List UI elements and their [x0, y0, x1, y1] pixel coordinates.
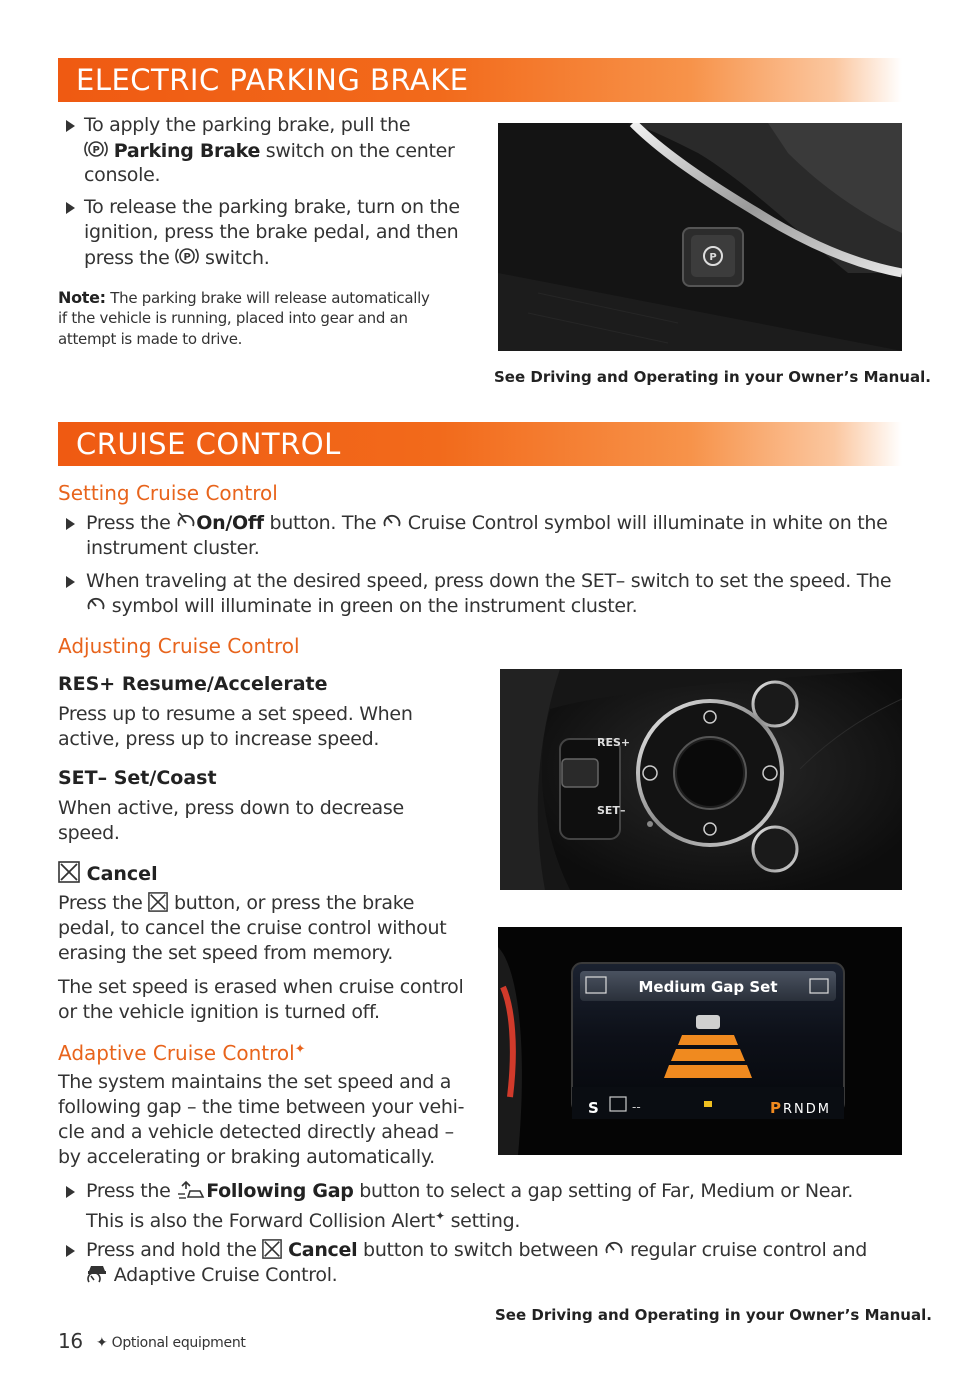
bullet-arrow-icon — [66, 202, 75, 214]
ebrake-bullet-1-line-1: To apply the parking brake, pull the — [84, 114, 411, 136]
adaptive-cruise-control-title: Adaptive Cruise Control — [58, 1041, 295, 1065]
setting-bullet-1-line-2: instrument cluster. — [86, 537, 260, 559]
following-gap-text-b: button to select a gap setting of Far, Medium or Near. — [353, 1180, 853, 1202]
optional-star: ✦ — [96, 1335, 108, 1351]
following-gap-bullet-line-2 — [86, 1204, 520, 1234]
set-text-line-1: When active, press down to decrease — [58, 797, 404, 819]
cancel-hold-bullet-line-1 — [86, 1238, 867, 1263]
cluster-gear-p: P — [770, 1099, 781, 1117]
cancel-hold-text-c: regular cruise control and — [624, 1239, 868, 1261]
cancel-text-line-1 — [58, 891, 414, 916]
cancel-hold-text-a: Press and hold the — [86, 1239, 263, 1261]
section-banner-electric-parking-brake — [58, 58, 902, 102]
cancel-icon — [148, 892, 168, 912]
cruise-control-icon — [604, 1239, 624, 1259]
cancel-icon — [262, 1239, 282, 1259]
cluster-gear-rest: RNDM — [783, 1102, 831, 1117]
acc-text-line-3: cle and a vehicle detected directly ahead – — [58, 1121, 454, 1143]
setting-bullet-1-line-1 — [86, 511, 888, 536]
see-owners-manual-cruise: See Driving and Operating in your Owner’s Manual. — [495, 1306, 932, 1324]
ebrake-note-line-3: attempt is made to drive. — [58, 330, 243, 348]
adaptive-cruise-control-heading — [58, 1041, 306, 1065]
ebrake-bullet-1-text: switch on the center — [260, 140, 455, 162]
cruise-control-icon — [176, 512, 196, 532]
optional-star: ✦ — [435, 1209, 445, 1223]
set-heading: SET– Set/Coast — [58, 767, 217, 789]
erase-text-line-2: or the vehicle ignition is turned off. — [58, 1001, 380, 1023]
ebrake-note-line-2: if the vehicle is running, placed into gear and an — [58, 309, 408, 327]
setting-bullet-1-text-a: Press the — [86, 512, 177, 534]
following-gap-text-a: Press the — [86, 1180, 177, 1202]
acc-text-line-2: following gap – the time between your vehi- — [58, 1096, 465, 1118]
parking-brake-icon — [175, 245, 199, 267]
acc-text-line-4: by accelerating or braking automatically. — [58, 1146, 435, 1168]
setting-bullet-1-text-c: Cruise Control symbol will illuminate in white on the — [402, 512, 888, 534]
ebrake-bullet-2-text-a: press the — [84, 247, 176, 269]
cluster-dashes: -- — [632, 1100, 641, 1114]
optional-star: ✦ — [294, 1042, 306, 1057]
ebrake-bullet-1-line-2 — [84, 138, 455, 164]
note-text-a: The parking brake will release automatically — [105, 289, 430, 307]
see-owners-manual-ebrake: See Driving and Operating in your Owner’s Manual. — [494, 368, 931, 386]
bullet-arrow-icon — [66, 518, 75, 530]
parking-brake-label: Parking Brake — [113, 140, 261, 162]
cluster-title: Medium Gap Set — [638, 978, 778, 996]
cancel-heading-text: Cancel — [86, 863, 158, 885]
cluster-gear-left: S — [588, 1099, 599, 1117]
ebrake-bullet-2-line-3 — [84, 245, 270, 271]
steering-wheel-controls-photo — [500, 669, 902, 890]
svg-text:P: P — [183, 252, 191, 263]
following-gap-bullet-line-1 — [86, 1179, 853, 1204]
svg-text:P: P — [92, 145, 100, 156]
parking-brake-icon — [84, 138, 108, 160]
cancel-icon — [58, 861, 80, 883]
bullet-arrow-icon — [66, 120, 75, 132]
instrument-cluster-photo — [498, 927, 902, 1155]
footer-optional-note — [96, 1333, 246, 1353]
cancel-text-b: button, or press the brake — [168, 892, 415, 914]
cancel-label: Cancel — [288, 1239, 358, 1261]
res-heading: RES+ Resume/Accelerate — [58, 673, 328, 695]
section-banner-cruise-control — [58, 422, 902, 466]
acc-text-line-1: The system maintains the set speed and a — [58, 1071, 452, 1093]
following-gap-text-d: setting. — [444, 1210, 521, 1232]
following-gap-icon — [176, 1180, 206, 1200]
setting-bullet-2-text: symbol will illuminate in green on the instrument cluster. — [106, 595, 638, 617]
cancel-text-line-3: erasing the set speed from memory. — [58, 942, 393, 964]
cruise-control-icon — [86, 595, 106, 615]
ebrake-bullet-1-line-3: console. — [84, 164, 161, 186]
bullet-arrow-icon — [66, 1245, 75, 1257]
setting-cruise-control-heading: Setting Cruise Control — [58, 481, 278, 505]
section-title: ELECTRIC PARKING BRAKE — [76, 63, 469, 97]
ebrake-bullet-2-line-1: To release the parking brake, turn on the — [84, 196, 460, 218]
parking-brake-switch-photo — [498, 123, 902, 351]
section-title: CRUISE CONTROL — [76, 427, 341, 461]
setting-bullet-1-text-b: button. The — [263, 512, 383, 534]
cruise-control-icon — [382, 512, 402, 532]
wheel-res-label: RES+ — [597, 736, 631, 749]
ebrake-bullet-2-line-2: ignition, press the brake pedal, and then — [84, 221, 459, 243]
following-gap-label: Following Gap — [206, 1180, 354, 1202]
setting-bullet-2-line-2 — [86, 594, 637, 619]
bullet-arrow-icon — [66, 1186, 75, 1198]
page-number: 16 — [58, 1329, 83, 1353]
ebrake-bullet-2-text-b: switch. — [199, 247, 270, 269]
cancel-text-a: Press the — [58, 892, 149, 914]
note-label: Note: — [58, 288, 106, 307]
on-off-label: On/Off — [196, 512, 264, 534]
bullet-arrow-icon — [66, 576, 75, 588]
adaptive-cruise-control-icon — [86, 1264, 108, 1284]
res-text-line-1: Press up to resume a set speed. When — [58, 703, 413, 725]
ebrake-note-line-1 — [58, 287, 430, 309]
erase-text-line-1: The set speed is erased when cruise control — [58, 976, 464, 998]
optional-equipment-label: Optional equipment — [111, 1335, 246, 1351]
set-text-line-2: speed. — [58, 822, 120, 844]
setting-bullet-2-line-1: When traveling at the desired speed, press down the SET– switch to set the speed. The — [86, 570, 892, 592]
res-text-line-2: active, press up to increase speed. — [58, 728, 380, 750]
wheel-set-label: SET– — [597, 804, 626, 817]
cancel-text-line-2: pedal, to cancel the cruise control without — [58, 917, 447, 939]
cancel-hold-text-d: Adaptive Cruise Control. — [108, 1264, 338, 1286]
following-gap-text-c: This is also the Forward Collision Alert — [86, 1210, 436, 1232]
cancel-hold-text-b: button to switch between — [357, 1239, 605, 1261]
cancel-hold-bullet-line-2 — [86, 1263, 337, 1288]
svg-text:P: P — [709, 252, 717, 263]
adjusting-cruise-control-heading: Adjusting Cruise Control — [58, 634, 300, 658]
cancel-heading — [58, 861, 158, 885]
